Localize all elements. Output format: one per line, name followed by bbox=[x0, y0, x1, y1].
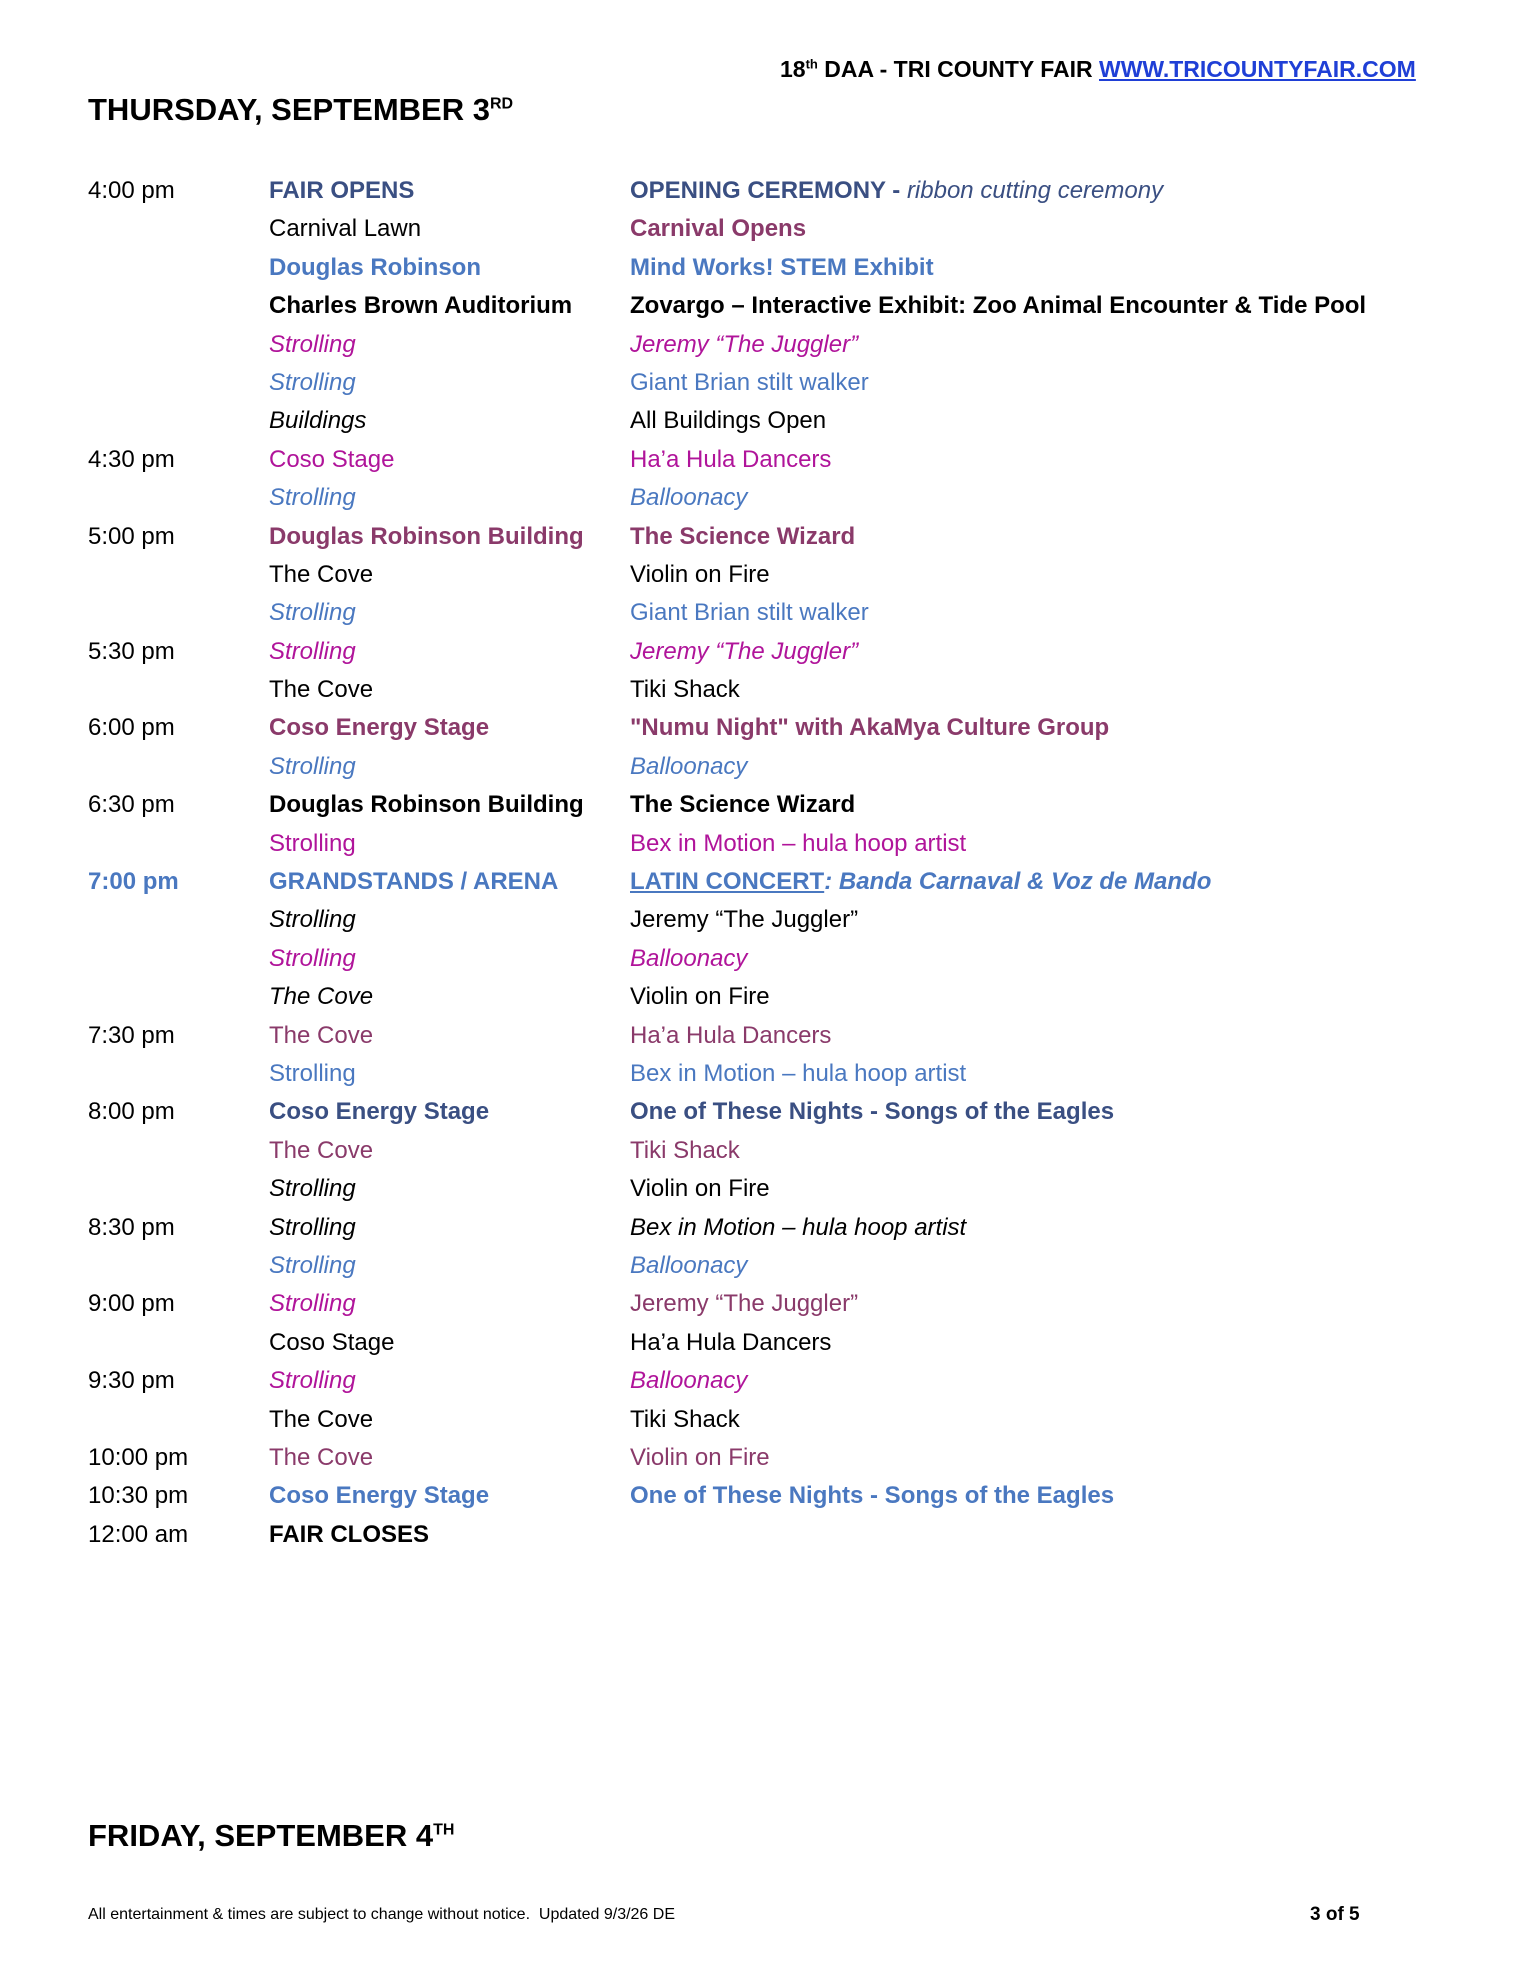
header-prefix-sup: th bbox=[805, 56, 818, 72]
schedule-row bbox=[88, 944, 1428, 982]
event-location: Strolling bbox=[269, 906, 356, 934]
event-activity-title: Tiki Shack bbox=[630, 676, 740, 704]
event-activity-title: Ha’a Hula Dancers bbox=[630, 1021, 832, 1049]
event-location: Coso Energy Stage bbox=[269, 1482, 490, 1510]
schedule-row bbox=[88, 1481, 1428, 1519]
event-location: Douglas Robinson Building bbox=[269, 522, 584, 550]
event-time: 4:30 pm bbox=[88, 445, 175, 473]
event-location: Strolling bbox=[269, 829, 356, 857]
event-location: The Cove bbox=[269, 1021, 374, 1049]
event-activity-title: Tiki Shack bbox=[630, 1136, 740, 1164]
event-activity-title: Jeremy “The Juggler” bbox=[630, 1290, 859, 1318]
schedule-row bbox=[88, 1328, 1428, 1366]
event-activity bbox=[630, 214, 806, 244]
day-title-text: THURSDAY, SEPTEMBER 3 bbox=[88, 92, 490, 127]
day-title-sup: TH bbox=[433, 1821, 455, 1839]
event-activity bbox=[630, 675, 740, 705]
event-activity-title: All Buildings Open bbox=[630, 407, 827, 435]
event-location: The Cove bbox=[269, 1443, 374, 1471]
schedule-row bbox=[88, 1289, 1428, 1327]
event-activity-title: Bex in Motion – hula hoop artist bbox=[630, 829, 967, 857]
event-activity-title: Balloonacy bbox=[630, 1251, 748, 1279]
event-location: Douglas Robinson Building bbox=[269, 791, 584, 819]
schedule-row bbox=[88, 1136, 1428, 1174]
event-location: Coso Energy Stage bbox=[269, 714, 490, 742]
schedule-row bbox=[88, 291, 1428, 329]
event-location: The Cove bbox=[269, 983, 374, 1011]
event-time: 12:00 am bbox=[88, 1520, 189, 1548]
event-activity bbox=[630, 483, 747, 513]
event-time: 5:00 pm bbox=[88, 522, 175, 550]
schedule-table bbox=[88, 176, 1428, 1558]
day-title-friday bbox=[88, 1818, 454, 1854]
event-activity-title: Tiki Shack bbox=[630, 1405, 740, 1433]
event-location: GRANDSTANDS / ARENA bbox=[269, 868, 559, 896]
schedule-row bbox=[88, 637, 1428, 675]
event-location: Coso Stage bbox=[269, 445, 395, 473]
event-activity bbox=[630, 982, 770, 1012]
event-location: Strolling bbox=[269, 1213, 356, 1241]
event-time: 6:30 pm bbox=[88, 791, 175, 819]
event-activity-title: Balloonacy bbox=[630, 484, 748, 512]
event-activity bbox=[630, 867, 1211, 897]
event-activity-title: Violin on Fire bbox=[630, 1443, 770, 1471]
schedule-row bbox=[88, 1251, 1428, 1289]
event-activity bbox=[630, 905, 858, 935]
schedule-row bbox=[88, 1520, 1428, 1558]
event-activity bbox=[630, 944, 747, 974]
event-location: Strolling bbox=[269, 330, 356, 358]
schedule-row bbox=[88, 1366, 1428, 1404]
event-location: Strolling bbox=[269, 1367, 356, 1395]
event-location: Strolling bbox=[269, 637, 356, 665]
event-activity-title: One of These Nights - Songs of the Eagles bbox=[630, 1098, 1115, 1126]
schedule-row bbox=[88, 1059, 1428, 1097]
event-activity bbox=[630, 1059, 966, 1089]
event-location: Strolling bbox=[269, 1251, 356, 1279]
event-location: The Cove bbox=[269, 676, 374, 704]
event-activity-title: One of These Nights - Songs of the Eagles bbox=[630, 1482, 1115, 1510]
event-time: 10:00 pm bbox=[88, 1443, 189, 1471]
schedule-row bbox=[88, 829, 1428, 867]
schedule-row bbox=[88, 560, 1428, 598]
event-location: Strolling bbox=[269, 368, 356, 396]
event-activity-title: The Science Wizard bbox=[630, 791, 856, 819]
event-location: FAIR CLOSES bbox=[269, 1520, 430, 1548]
event-activity-title: Carnival Opens bbox=[630, 215, 807, 243]
event-activity bbox=[630, 790, 855, 820]
schedule-row bbox=[88, 1443, 1428, 1481]
event-location: Strolling bbox=[269, 1290, 356, 1318]
event-activity bbox=[630, 176, 1163, 206]
event-time: 9:00 pm bbox=[88, 1290, 175, 1318]
schedule-row bbox=[88, 1097, 1428, 1135]
event-activity-title: Jeremy “The Juggler” bbox=[630, 906, 859, 934]
schedule-row bbox=[88, 867, 1428, 905]
event-activity bbox=[630, 1213, 966, 1243]
event-activity bbox=[630, 1251, 747, 1281]
event-activity-title: Zovargo – Interactive Exhibit: Zoo Animal Encounter & Tide Pool bbox=[630, 292, 1367, 320]
schedule-row bbox=[88, 982, 1428, 1020]
schedule-row bbox=[88, 368, 1428, 406]
event-time: 7:30 pm bbox=[88, 1021, 175, 1049]
event-activity-title: Violin on Fire bbox=[630, 560, 770, 588]
schedule-row bbox=[88, 1174, 1428, 1212]
event-activity bbox=[630, 1021, 831, 1051]
schedule-row bbox=[88, 713, 1428, 751]
event-activity bbox=[630, 1443, 770, 1473]
event-activity-title: Violin on Fire bbox=[630, 1175, 770, 1203]
event-time: 6:00 pm bbox=[88, 714, 175, 742]
event-activity-title: Jeremy “The Juggler” bbox=[630, 330, 859, 358]
event-activity bbox=[630, 253, 934, 283]
event-location: Carnival Lawn bbox=[269, 215, 422, 243]
event-activity-detail: : Banda Carnaval & Voz de Mando bbox=[824, 868, 1212, 896]
event-activity bbox=[630, 1481, 1114, 1511]
page-number: 3 of 5 bbox=[1310, 1904, 1360, 1925]
event-activity bbox=[630, 713, 1109, 743]
event-activity-title: OPENING CEREMONY - bbox=[630, 177, 907, 204]
event-activity bbox=[630, 1097, 1114, 1127]
schedule-row bbox=[88, 445, 1428, 483]
event-time: 8:00 pm bbox=[88, 1098, 175, 1126]
event-location: The Cove bbox=[269, 1405, 374, 1433]
event-activity-title: Balloonacy bbox=[630, 752, 748, 780]
event-activity bbox=[630, 522, 855, 552]
event-activity-title: Bex in Motion – hula hoop artist bbox=[630, 1213, 967, 1241]
event-activity-title: Balloonacy bbox=[630, 1367, 748, 1395]
footer-disclaimer: All entertainment & times are subject to change without notice. Updated 9/3/26 DE bbox=[88, 1906, 675, 1923]
schedule-row bbox=[88, 406, 1428, 444]
event-activity bbox=[630, 560, 770, 590]
event-activity-title: Ha’a Hula Dancers bbox=[630, 1328, 832, 1356]
schedule-row bbox=[88, 675, 1428, 713]
event-activity bbox=[630, 598, 869, 628]
event-activity bbox=[630, 637, 858, 667]
event-time: 8:30 pm bbox=[88, 1213, 175, 1241]
day-title-text: FRIDAY, SEPTEMBER 4 bbox=[88, 1818, 434, 1853]
event-location: Strolling bbox=[269, 484, 356, 512]
header-org: DAA - TRI COUNTY FAIR bbox=[817, 56, 1099, 82]
event-time: 4:00 pm bbox=[88, 177, 175, 204]
event-activity bbox=[630, 1174, 770, 1204]
event-activity bbox=[630, 291, 1366, 321]
event-location: Strolling bbox=[269, 599, 356, 627]
event-location: Coso Energy Stage bbox=[269, 1098, 490, 1126]
fair-website-link[interactable]: WWW.TRICOUNTYFAIR.COM bbox=[1099, 56, 1416, 82]
event-time: 9:30 pm bbox=[88, 1367, 175, 1395]
event-activity-title: Giant Brian stilt walker bbox=[630, 368, 869, 396]
event-activity bbox=[630, 1136, 740, 1166]
event-location: FAIR OPENS bbox=[269, 177, 415, 204]
event-activity bbox=[630, 829, 966, 859]
event-activity-title: Ha’a Hula Dancers bbox=[630, 445, 832, 473]
event-activity-title: Bex in Motion – hula hoop artist bbox=[630, 1059, 967, 1087]
event-activity bbox=[630, 368, 869, 398]
event-location: The Cove bbox=[269, 560, 374, 588]
event-activity-title: LATIN CONCERT bbox=[630, 868, 825, 896]
event-location: Strolling bbox=[269, 944, 356, 972]
event-activity bbox=[630, 445, 831, 475]
schedule-row bbox=[88, 905, 1428, 943]
event-location: The Cove bbox=[269, 1136, 374, 1164]
event-location: Charles Brown Auditorium bbox=[269, 292, 573, 320]
event-location: Strolling bbox=[269, 752, 356, 780]
day-title-thursday bbox=[88, 92, 513, 128]
event-activity bbox=[630, 1405, 740, 1435]
event-activity bbox=[630, 1289, 858, 1319]
schedule-row bbox=[88, 1213, 1428, 1251]
event-activity bbox=[630, 1328, 831, 1358]
schedule-row bbox=[88, 522, 1428, 560]
schedule-row bbox=[88, 1405, 1428, 1443]
schedule-row bbox=[88, 790, 1428, 828]
event-activity bbox=[630, 752, 747, 782]
event-activity bbox=[630, 330, 858, 360]
schedule-row bbox=[88, 598, 1428, 636]
schedule-row bbox=[88, 1021, 1428, 1059]
event-activity-title: Balloonacy bbox=[630, 944, 748, 972]
schedule-row bbox=[88, 253, 1428, 291]
event-activity-title: Giant Brian stilt walker bbox=[630, 599, 869, 627]
event-time: 5:30 pm bbox=[88, 637, 175, 665]
schedule-row bbox=[88, 752, 1428, 790]
event-location: Douglas Robinson bbox=[269, 253, 481, 281]
event-activity-title: Violin on Fire bbox=[630, 983, 770, 1011]
event-location: Strolling bbox=[269, 1175, 356, 1203]
event-time: 10:30 pm bbox=[88, 1482, 189, 1510]
event-location: Buildings bbox=[269, 407, 367, 435]
event-time: 7:00 pm bbox=[88, 868, 179, 896]
schedule-row bbox=[88, 483, 1428, 521]
event-activity bbox=[630, 406, 826, 436]
event-activity-detail: ribbon cutting ceremony bbox=[906, 177, 1164, 204]
schedule-row bbox=[88, 176, 1428, 214]
event-activity bbox=[630, 1366, 747, 1396]
event-activity-title: The Science Wizard bbox=[630, 522, 856, 550]
event-activity-title: Mind Works! STEM Exhibit bbox=[630, 253, 934, 281]
schedule-row bbox=[88, 330, 1428, 368]
event-activity-title: "Numu Night" with AkaMya Culture Group bbox=[630, 714, 1110, 742]
event-activity-title: Jeremy “The Juggler” bbox=[630, 637, 859, 665]
event-location: Strolling bbox=[269, 1059, 356, 1087]
event-location: Coso Stage bbox=[269, 1328, 395, 1356]
day-title-sup: RD bbox=[489, 95, 514, 113]
schedule-row bbox=[88, 214, 1428, 252]
header-prefix: 18 bbox=[780, 56, 806, 82]
page-header bbox=[780, 56, 1430, 83]
